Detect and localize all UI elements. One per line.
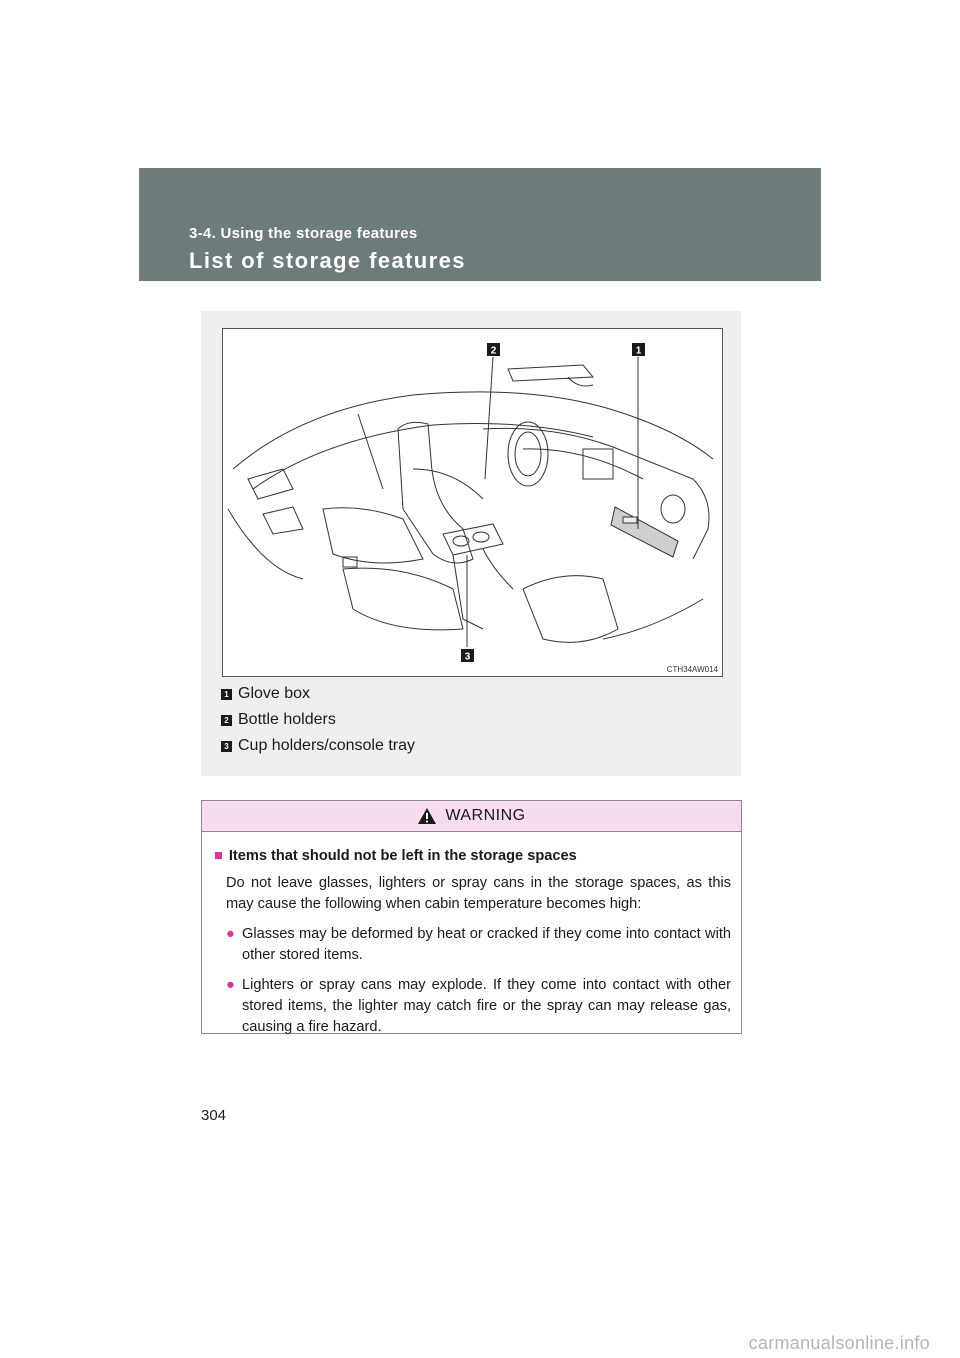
dot-bullet-icon: ● (226, 977, 235, 993)
warning-subheading: ■ Items that should not be left in the storage spaces (214, 846, 731, 867)
warning-header (202, 801, 741, 832)
warning-box (201, 800, 742, 1034)
legend-label: Bottle holders (238, 711, 336, 728)
legend-label: Glove box (238, 685, 311, 702)
page-title: List of storage features (189, 248, 466, 273)
figure-panel (201, 311, 741, 776)
warning-bullet: ● Glasses may be deformed by heat or cracked if they come into contact with other stored items. (226, 924, 731, 966)
warning-triangle-icon (417, 807, 437, 825)
section-header (139, 168, 821, 281)
legend-badge: 3 (221, 741, 232, 752)
warning-intro: Do not leave glasses, lighters or spray cans in the storage spaces, as this may cause the following when cabin temperature becomes high: (226, 875, 731, 912)
warning-bullet: ● Lighters or spray cans may explode. If they come into contact with other stored items, the lighter may catch fire or the spray can may release gas, causing a fire hazard. (226, 975, 731, 1038)
legend-badge: 2 (221, 715, 232, 726)
callout-2: 2 (490, 345, 497, 357)
legend-item (221, 681, 415, 707)
legend-item (221, 707, 415, 733)
dot-bullet-icon: ● (226, 926, 235, 942)
legend (221, 681, 415, 759)
figure-code: CTH34AW014 (666, 665, 718, 674)
legend-label: Cup holders/console tray (238, 737, 415, 754)
square-bullet-icon: ■ (214, 848, 223, 864)
section-label: 3-4. Using the storage features (189, 225, 418, 242)
legend-badge: 1 (221, 689, 232, 700)
callout-3: 3 (464, 651, 471, 663)
interior-illustration (222, 328, 723, 677)
callout-1: 1 (635, 345, 642, 357)
watermark: carmanualsonline.info (748, 1333, 930, 1353)
warning-body (202, 832, 741, 1038)
legend-item (221, 733, 415, 759)
warning-title: WARNING (445, 807, 526, 824)
page-number: 304 (201, 1107, 227, 1124)
